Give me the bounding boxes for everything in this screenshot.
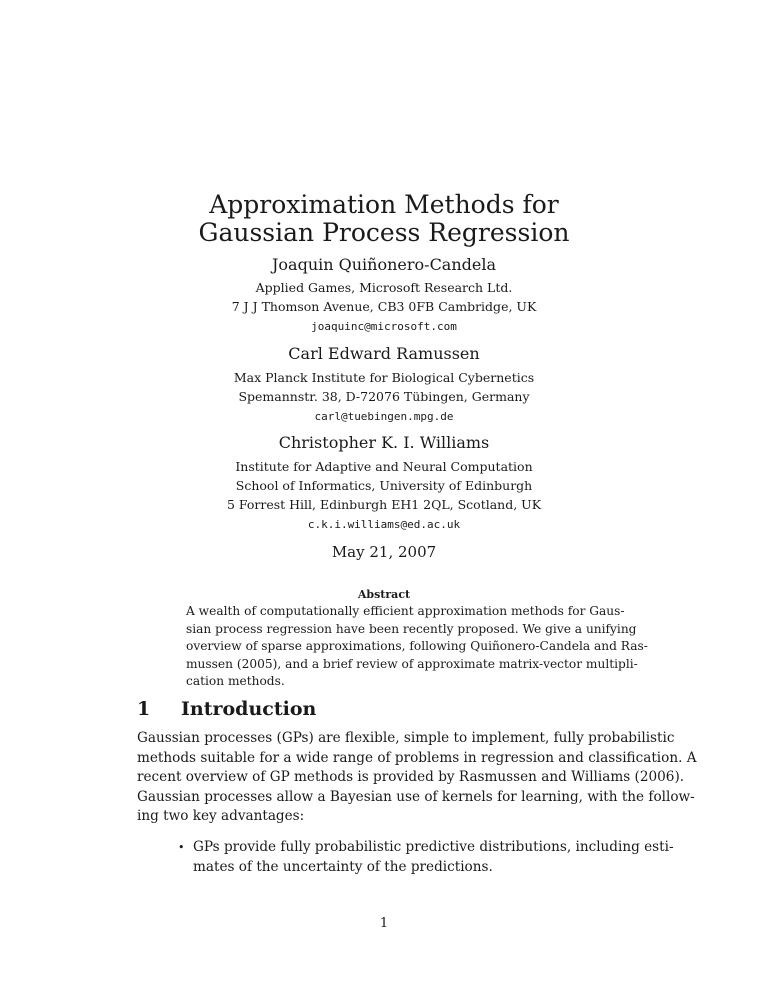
author-1-affiliation-2: 7 J J Thomson Avenue, CB3 0FB Cambridge, UK (231, 299, 537, 314)
abstract-line: cation methods. (186, 674, 285, 689)
author-name-3: Christopher K. I. Williams (278, 433, 490, 452)
page-number: 1 (379, 916, 389, 931)
abstract-heading: Abstract (357, 588, 411, 601)
author-3-email: c.k.i.williams@ed.ac.uk (307, 518, 461, 531)
paragraph-line: recent overview of GP methods is provided by Rasmussen and Williams (2006). (137, 769, 685, 785)
section-title: Introduction (181, 698, 317, 720)
author-2-affiliation-2: Spemannstr. 38, D-72076 Tübingen, Germany (238, 389, 530, 404)
author-2-affiliation-1: Max Planck Institute for Biological Cybernetics (233, 370, 535, 385)
paragraph-line: ing two key advantages: (137, 808, 305, 824)
abstract-line: sian process regression have been recently proposed. We give a unifying (186, 621, 637, 636)
abstract-line: A wealth of computationally efficient approximation methods for Gaus- (186, 604, 625, 618)
author-3-affiliation-1: Institute for Adaptive and Neural Computation (235, 459, 533, 474)
author-name-2: Carl Edward Ramussen (288, 344, 480, 363)
bullet-icon: • (178, 841, 185, 854)
paragraph-line: methods suitable for a wide range of problems in regression and classification. A (137, 749, 697, 766)
paragraph-line: Gaussian processes (GPs) are flexible, simple to implement, fully probabilistic (137, 730, 675, 746)
bullet-line: mates of the uncertainty of the predictions. (193, 858, 493, 875)
bullet-line: GPs provide fully probabilistic predictive distributions, including esti- (193, 839, 674, 855)
author-2-email: carl@tuebingen.mpg.de (314, 410, 454, 423)
author-1-email: joaquinc@microsoft.com (311, 320, 457, 333)
section-heading (137, 698, 316, 720)
abstract-body (186, 603, 648, 691)
author-1-affiliation-1: Applied Games, Microsoft Research Ltd. (255, 280, 513, 295)
abstract-line: mussen (2005), and a brief review of approximate matrix-vector multipli- (186, 656, 638, 671)
intro-paragraph (137, 729, 697, 827)
author-3-affiliation-3: 5 Forrest Hill, Edinburgh EH1 2QL, Scotland, UK (226, 497, 542, 512)
author-3-affiliation-2: School of Informatics, University of Edinburgh (235, 478, 533, 493)
paper-title-line-2: Gaussian Process Regression (198, 218, 570, 247)
abstract-line: overview of sparse approximations, following Quiñonero-Candela and Ras- (186, 639, 648, 654)
publication-date: May 21, 2007 (331, 543, 437, 561)
author-name-1: Joaquin Quiñonero-Candela (271, 255, 497, 274)
paragraph-line: Gaussian processes allow a Bayesian use of kernels for learning, with the follow- (137, 788, 695, 805)
paper-title-line-1: Approximation Methods for (209, 190, 559, 219)
bullet-text (193, 838, 674, 877)
section-number: 1 (137, 698, 151, 720)
